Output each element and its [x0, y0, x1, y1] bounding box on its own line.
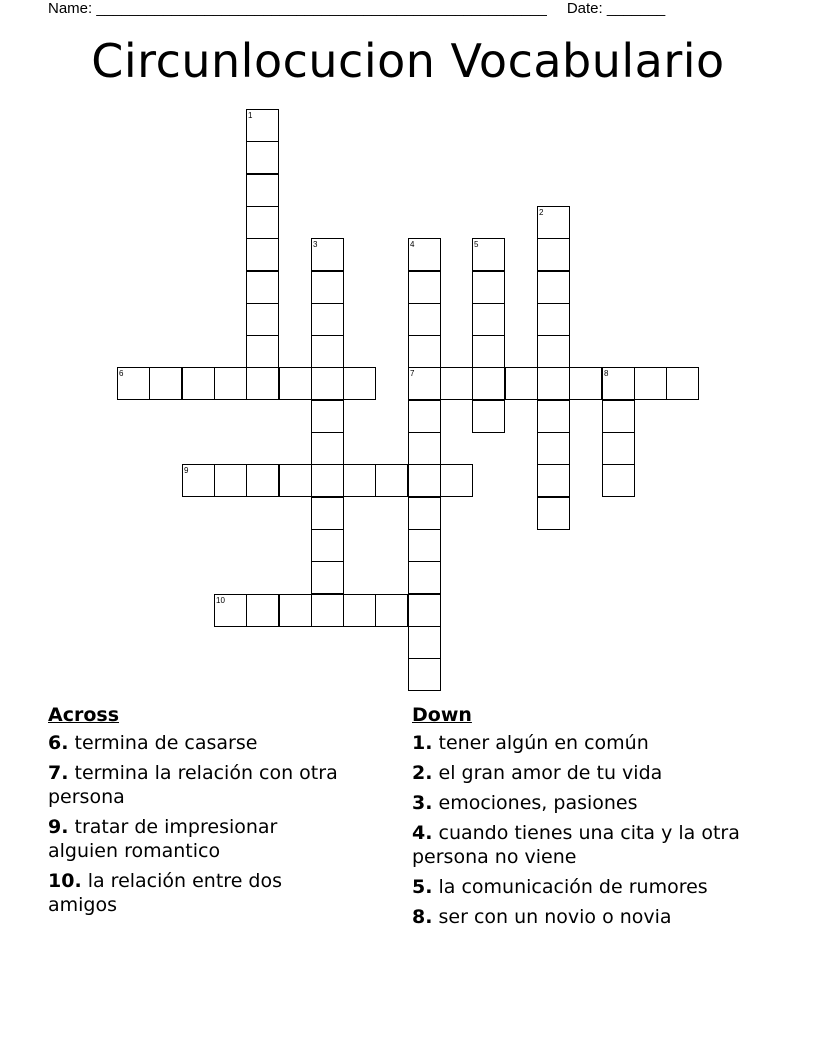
date-field[interactable]: Date: _______: [566, 0, 666, 17]
down-heading: Down: [412, 704, 472, 726]
crossword-cell[interactable]: [343, 367, 376, 400]
crossword-cell[interactable]: [472, 238, 505, 271]
clue-text: tratar de impresionar alguien romantico: [48, 816, 278, 862]
down-clues: [412, 703, 752, 935]
cell-number: 3: [313, 240, 318, 249]
cell-number: 10: [216, 596, 225, 605]
crossword-cell[interactable]: [537, 464, 570, 497]
across-clue: [48, 869, 348, 917]
across-clue: [48, 815, 348, 863]
crossword-cell[interactable]: [246, 238, 279, 271]
crossword-cell[interactable]: [408, 464, 441, 497]
crossword-cell[interactable]: [343, 464, 376, 497]
clue-number: 10.: [48, 870, 82, 892]
name-field[interactable]: Name: ______________________________________________________: [48, 0, 547, 17]
crossword-cell[interactable]: [246, 464, 279, 497]
crossword-cell[interactable]: [666, 367, 699, 400]
cell-number: 6: [119, 369, 124, 378]
cell-number: 9: [184, 466, 189, 475]
clue-text: el gran amor de tu vida: [438, 762, 663, 784]
cell-number: 7: [410, 369, 415, 378]
crossword-cell[interactable]: [408, 335, 441, 368]
crossword-cell[interactable]: [408, 271, 441, 304]
across-heading: Across: [48, 704, 120, 726]
crossword-cell[interactable]: [279, 367, 312, 400]
cell-number: 8: [604, 369, 609, 378]
crossword-cell[interactable]: [311, 303, 344, 336]
crossword-cell[interactable]: [440, 464, 473, 497]
cell-number: 4: [410, 240, 415, 249]
across-clues: [48, 703, 348, 923]
clue-text: cuando tienes una cita y la otra persona no viene: [412, 822, 740, 868]
crossword-cell[interactable]: [246, 206, 279, 239]
cell-number: 1: [248, 111, 253, 120]
crossword-cell[interactable]: [246, 335, 279, 368]
crossword-cell[interactable]: [117, 367, 150, 400]
crossword-cell[interactable]: [602, 432, 635, 465]
crossword-cell[interactable]: [537, 497, 570, 530]
crossword-cell[interactable]: [537, 432, 570, 465]
clue-text: la relación entre dos amigos: [48, 870, 283, 916]
clue-number: 6.: [48, 732, 69, 754]
crossword-cell[interactable]: [569, 367, 602, 400]
crossword-cell[interactable]: [537, 400, 570, 433]
crossword-cell[interactable]: [246, 594, 279, 627]
down-clue: [412, 875, 752, 899]
clue-number: 9.: [48, 816, 69, 838]
down-clue: [412, 761, 752, 785]
crossword-cell[interactable]: [537, 303, 570, 336]
crossword-cell[interactable]: [311, 238, 344, 271]
crossword-cell[interactable]: [214, 367, 247, 400]
crossword-cell[interactable]: [408, 238, 441, 271]
crossword-cell[interactable]: [311, 497, 344, 530]
down-clue: [412, 905, 752, 929]
crossword-cell[interactable]: [408, 594, 441, 627]
crossword-cell[interactable]: [279, 464, 312, 497]
crossword-cell[interactable]: [182, 367, 215, 400]
crossword-cell[interactable]: [311, 400, 344, 433]
down-clue: [412, 791, 752, 815]
crossword-cell[interactable]: [408, 303, 441, 336]
crossword-cell[interactable]: [246, 367, 279, 400]
crossword-cell[interactable]: [408, 561, 441, 594]
crossword-cell[interactable]: [634, 367, 667, 400]
crossword-cell[interactable]: [246, 271, 279, 304]
crossword-cell[interactable]: [311, 271, 344, 304]
crossword-cell[interactable]: [472, 367, 505, 400]
clue-text: tener algún en común: [438, 732, 649, 754]
crossword-cell[interactable]: [214, 464, 247, 497]
crossword-cell[interactable]: [505, 367, 538, 400]
crossword-cell[interactable]: [311, 594, 344, 627]
crossword-cell[interactable]: [246, 174, 279, 207]
crossword-cell[interactable]: [343, 594, 376, 627]
crossword-cell[interactable]: [279, 594, 312, 627]
page-title: Circunlocucion Vocabulario: [91, 34, 725, 88]
clue-number: 1.: [412, 732, 433, 754]
clue-text: termina de casarse: [74, 732, 258, 754]
clue-number: 7.: [48, 762, 69, 784]
clue-text: termina la relación con otra persona: [48, 762, 338, 808]
down-clue: [412, 731, 752, 755]
crossword-cell[interactable]: [311, 335, 344, 368]
across-clue: [48, 761, 348, 809]
clue-number: 4.: [412, 822, 433, 844]
cell-number: 5: [474, 240, 479, 249]
crossword-cell[interactable]: [472, 271, 505, 304]
crossword-cell[interactable]: [182, 464, 215, 497]
crossword-cell[interactable]: [311, 561, 344, 594]
crossword-cell[interactable]: [375, 594, 408, 627]
cell-number: 2: [539, 208, 544, 217]
clue-number: 5.: [412, 876, 433, 898]
crossword-cell[interactable]: [440, 367, 473, 400]
crossword-cell[interactable]: [537, 238, 570, 271]
crossword-cell[interactable]: [311, 367, 344, 400]
crossword-cell[interactable]: [311, 432, 344, 465]
clue-number: 8.: [412, 906, 433, 928]
crossword-cell[interactable]: [408, 400, 441, 433]
crossword-cell[interactable]: [375, 464, 408, 497]
crossword-cell[interactable]: [246, 303, 279, 336]
crossword-cell[interactable]: [408, 529, 441, 562]
crossword-cell[interactable]: [246, 109, 279, 142]
down-clue: [412, 821, 752, 869]
crossword-cell[interactable]: [214, 594, 247, 627]
across-clue: [48, 731, 348, 755]
clue-text: emociones, pasiones: [438, 792, 638, 814]
crossword-cell[interactable]: [537, 335, 570, 368]
crossword-cell[interactable]: [408, 626, 441, 659]
crossword-cell[interactable]: [602, 367, 635, 400]
crossword-cell[interactable]: [408, 497, 441, 530]
crossword-cell[interactable]: [537, 271, 570, 304]
crossword-cell[interactable]: [311, 529, 344, 562]
crossword-cell[interactable]: [537, 206, 570, 239]
crossword-cell[interactable]: [472, 335, 505, 368]
clue-number: 3.: [412, 792, 433, 814]
crossword-cell[interactable]: [408, 432, 441, 465]
crossword-cell[interactable]: [311, 464, 344, 497]
crossword-cell[interactable]: [246, 141, 279, 174]
crossword-cell[interactable]: [537, 367, 570, 400]
crossword-cell[interactable]: [602, 400, 635, 433]
crossword-cell[interactable]: [602, 464, 635, 497]
crossword-cell[interactable]: [472, 303, 505, 336]
clue-text: la comunicación de rumores: [438, 876, 708, 898]
crossword-cell[interactable]: [408, 367, 441, 400]
crossword-cell[interactable]: [149, 367, 182, 400]
crossword-cell[interactable]: [472, 400, 505, 433]
clue-text: ser con un novio o novia: [438, 906, 672, 928]
clue-number: 2.: [412, 762, 433, 784]
crossword-cell[interactable]: [408, 658, 441, 691]
